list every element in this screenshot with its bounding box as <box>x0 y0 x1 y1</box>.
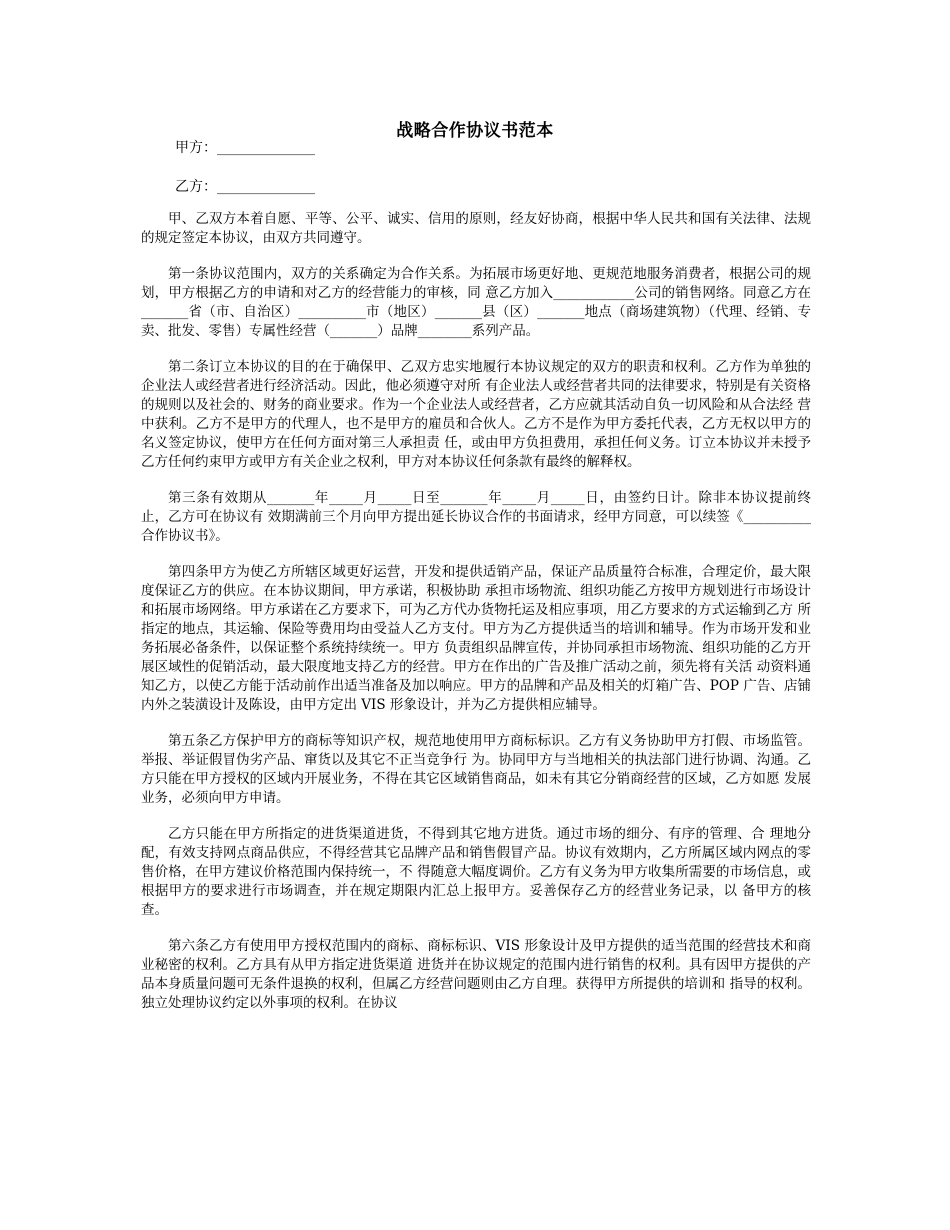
paragraph-article-2: 第二条订立本协议的目的在于确保甲、乙双方忠实地履行本协议规定的双方的职责和权利。乙方作为单独的企业法人或经营者进行经济活动。因此，他必须遵守对所 有企业法人或经营者共同的法律要求，特别是有关资格的规则以及社会的、财务的商业要求。作为一个企业法人或经营者，乙方应就其活动自负一切风险和从合法经 营中获利。乙方不是甲方的代理人，也不是甲方的雇员和合伙人。乙方不是作为甲方委托代表，乙方无权以甲方的名义签定协议，使甲方在任何方面对第三人承担责 任，或由甲方负担费用，承担任何义务。订立本协议并未授予乙方任何约束甲方或甲方有关企业之权利，甲方对本协议任何条款有最终的解释权。 <box>141 359 811 470</box>
paragraph-article-5: 第五条乙方保护甲方的商标等知识产权，规范地使用甲方商标标识。乙方有义务协助甲方打假、市场监管。举报、举证假冒伪劣产品、窜货以及其它不正当竞争行 为。协同甲方与当地相关的执法部门进行协调、沟通。乙方只能在甲方授权的区域内开展业务，不得在其它区域销售商品，如未有其它分销商经营的区域，乙方如愿 发展业务，必须向甲方申请。 <box>141 733 811 806</box>
paragraph-intro: 甲、乙双方本着自愿、平等、公平、诚实、信用的原则，经友好协商，根据中华人民共和国有关法律、法规的规定签定本协议，由双方共同遵守。 <box>141 211 811 246</box>
document-body <box>141 210 811 1030</box>
paragraph-article-6: 第六条乙方有使用甲方授权范围内的商标、商标标识、VIS 形象设计及甲方提供的适当范围的经营技术和商业秘密的权利。乙方具有从甲方指定进货渠道 进货并在协议规定的范围内进行销售的权利。具有因甲方提供的产品本身质量问题可无条件退换的权利，但属乙方经营问题则由乙方自理。获得甲方所提供的培训和 指导的权利。独立处理协议约定以外事项的权利。在协议 <box>141 938 811 1011</box>
party-a-line: 甲方：______________ <box>175 140 315 156</box>
paragraph-article-5-cont: 乙方只能在甲方所指定的进货渠道进货，不得到其它地方进货。通过市场的细分、有序的管理、合 理地分配，有效支持网点商品供应，不得经营其它品牌产品和销售假冒产品。协议有效期内，乙方所属区域内网点的零售价格，在甲方建议价格范围内保持统一，不 得随意大幅度调价。乙方有义务为甲方收集所需要的市场信息，或根据甲方的要求进行市场调查，并在规定期限内汇总上报甲方。妥善保存乙方的经营业务记录，以 备甲方的核查。 <box>141 826 811 918</box>
paragraph-article-1: 第一条协议范围内，双方的关系确定为合作关系。为拓展市场更好地、更规范地服务消费者，根据公司的规划，甲方根据乙方的申请和对乙方的经营能力的审核，同 意乙方加入____________公司的销售网络。同意乙方在_______省（市、自治区）__________市（地区）_______县（区）_______地点（商场建筑物）（代理、经销、专卖、批发、零售）专属性经营（_______）品牌________系列产品。 <box>141 266 811 339</box>
party-b-line: 乙方：______________ <box>175 179 315 195</box>
document-title: 战略合作协议书范本 <box>396 121 554 141</box>
paragraph-article-3: 第三条有效期从_______年_____月_____日至_______年_____月_____日，由签约日计。除非本协议提前终止，乙方可在协议有 效期满前三个月向甲方提出延长协议合作的书面请求，经甲方同意，可以续签《__________合作协议书》。 <box>141 490 811 544</box>
paragraph-article-4: 第四条甲方为使乙方所辖区域更好运营，开发和提供适销产品，保证产品质量符合标准，合理定价，最大限度保证乙方的供应。在本协议期间，甲方承诺，积极协助 承担市场物流、组织功能乙方按甲方规划进行市场设计和拓展市场网络。甲方承诺在乙方要求下，可为乙方代办货物托运及相应事项，用乙方要求的方式运输到乙方 所指定的地点，其运输、保险等费用均由受益人乙方支付。甲方为乙方提供适当的培训和辅导。作为市场开发和业务拓展必备条件，以保证整个系统持续统一。甲方 负责组织品牌宣传，并协同承担市场物流、组织功能的乙方开展区域性的促销活动，最大限度地支持乙方的经营。甲方在作出的广告及推广活动之前，须先将有关活 动资料通知乙方，以使乙方能于活动前作出适当准备及加以响应。甲方的品牌和产品及相关的灯箱广告、POP 广告、店铺内外之装潢设计及陈设，由甲方定出 VIS 形象设计，并为乙方提供相应辅导。 <box>141 564 811 713</box>
